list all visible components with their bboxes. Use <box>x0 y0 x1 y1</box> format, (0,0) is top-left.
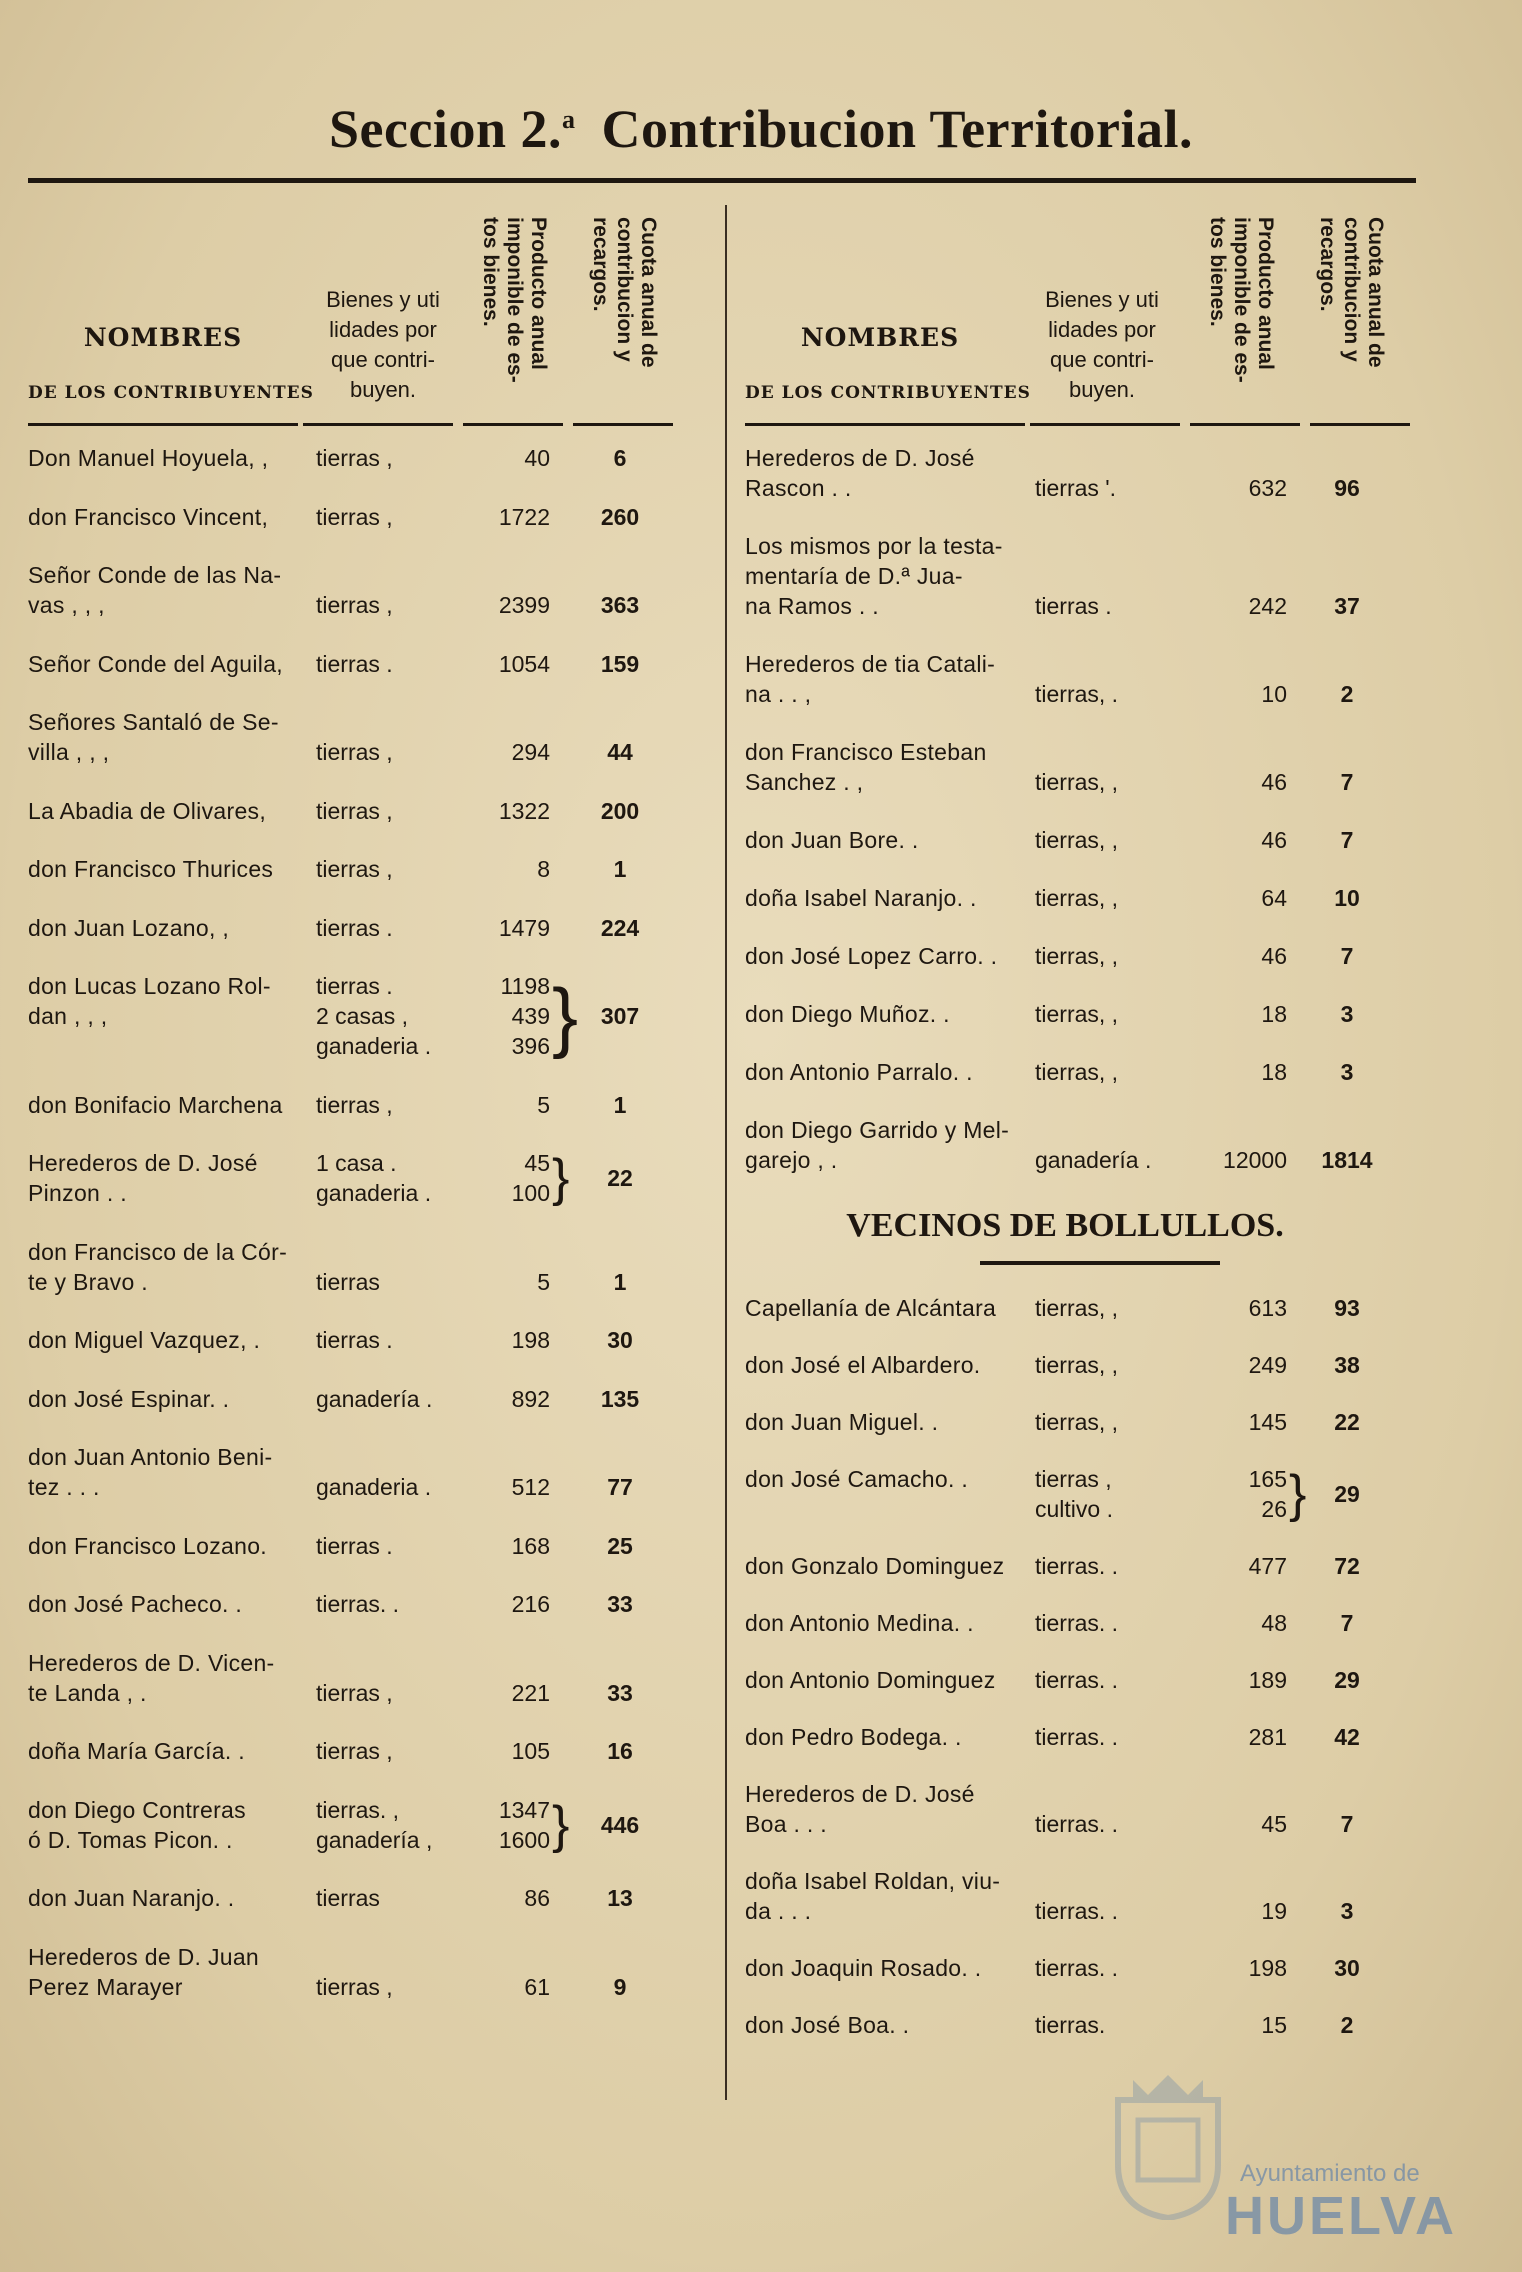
header-rule <box>745 423 1025 426</box>
header-nombres-sub: DE LOS CONTRIBUYENTES <box>28 383 314 403</box>
contributor-name: Herederos de D. José Rascon . . <box>745 445 975 501</box>
table-row <box>745 1551 1421 1581</box>
producto-cell: 1347 1600 <box>498 1796 550 1853</box>
header-rule <box>1310 423 1410 426</box>
bienes-cell: tierras . <box>316 1532 393 1559</box>
contributor-name: don Francisco Thurices <box>28 856 274 882</box>
bienes-cell: tierras , <box>316 797 393 824</box>
table-row <box>28 1090 698 1120</box>
contributor-name: don Francisco Vincent, <box>28 503 269 530</box>
producto-cell: 5 <box>537 1268 550 1295</box>
left-header <box>28 205 698 420</box>
producto-cell: 105 <box>511 1738 550 1764</box>
table-row <box>28 854 698 884</box>
header-bienes: Bienes y uti lidades por que contri- buyen. <box>1045 287 1159 402</box>
contributor-name: Don Manuel Hoyuela, , <box>28 445 269 471</box>
table-row <box>745 1665 1421 1695</box>
bienes-cell: tierras. . <box>1035 1898 1119 1924</box>
contributor-name: don Bonifacio Marchena <box>28 1091 283 1118</box>
table-row <box>745 1779 1421 1839</box>
bienes-cell: tierras . <box>316 650 393 677</box>
table-row <box>28 971 698 1061</box>
contributor-name: don Antonio Dominguez <box>745 1667 996 1693</box>
cuota-cell: 3 <box>1340 1059 1354 1085</box>
table-row <box>745 649 1421 709</box>
cuota-cell: 7 <box>1340 943 1354 969</box>
contributor-name: Señor Conde del Aguila, <box>28 650 283 677</box>
producto-cell: 5 <box>537 1091 550 1118</box>
bienes-cell: tierras <box>316 1268 380 1295</box>
brace-icon: } <box>552 1149 570 1207</box>
bienes-cell: tierras , <box>316 1738 393 1764</box>
contributor-name: Señor Conde de las Na- vas , , , <box>28 562 282 618</box>
bienes-cell: tierras. . <box>1035 1811 1119 1837</box>
table-row <box>745 999 1421 1029</box>
bienes-cell: tierras, . <box>1035 681 1119 707</box>
bienes-cell: tierras, , <box>1035 1001 1119 1027</box>
producto-cell: 632 <box>1248 475 1287 501</box>
header-nombres: NOMBRES <box>800 323 960 352</box>
bienes-cell: tierras, , <box>1035 769 1119 795</box>
contributor-name: don José Camacho. . <box>745 1466 969 1492</box>
huelva-seal-icon <box>1108 2070 1228 2220</box>
producto-cell: 168 <box>511 1532 550 1559</box>
bienes-cell: ganaderia . <box>316 1474 432 1500</box>
table-row <box>28 1325 698 1355</box>
bienes-cell: tierras, , <box>1035 885 1119 911</box>
producto-cell: 892 <box>511 1385 550 1412</box>
bienes-cell: tierras. . <box>316 1591 400 1617</box>
cuota-cell: 1 <box>613 1268 627 1295</box>
table-row <box>28 1442 698 1502</box>
right-header <box>745 205 1421 420</box>
contributor-name: don José Boa. . <box>745 2012 910 2038</box>
producto-cell: 8 <box>537 856 550 882</box>
cuota-cell: 3 <box>1340 1001 1354 1027</box>
producto-cell: 61 <box>524 1973 550 2000</box>
table-row <box>745 737 1421 797</box>
cuota-cell: 33 <box>607 1591 633 1617</box>
table-row <box>745 1953 1421 1983</box>
contributor-name: don Antonio Parralo. . <box>745 1059 973 1085</box>
table-row <box>745 1866 1421 1926</box>
producto-cell: 1722 <box>498 503 550 530</box>
header-cuota: Cuota anual de contribucion y recargos. <box>1316 217 1387 368</box>
bienes-cell: tierras, , <box>1035 1059 1119 1085</box>
contributor-name: Herederos de D. José Boa . . . <box>745 1781 975 1837</box>
producto-cell: 294 <box>511 739 550 765</box>
table-row <box>28 1148 698 1208</box>
bienes-cell: ganadería . <box>316 1385 433 1412</box>
contributor-name: don Lucas Lozano Rol- dan , , , <box>28 973 271 1029</box>
bienes-cell: 1 casa . ganaderia . <box>316 1150 432 1206</box>
cuota-cell: 135 <box>600 1385 640 1412</box>
cuota-cell: 307 <box>600 1003 640 1029</box>
header-rule <box>28 423 298 426</box>
table-row <box>745 1722 1421 1752</box>
table-row <box>745 2010 1421 2040</box>
bienes-cell: tierras . <box>1035 593 1112 619</box>
table-row <box>28 796 698 826</box>
contributor-name: don Diego Garrido y Mel- garejo , . <box>745 1117 1010 1173</box>
cuota-cell: 1 <box>613 1091 627 1118</box>
cuota-cell: 30 <box>1334 1955 1360 1981</box>
bienes-cell: tierras. , ganadería , <box>316 1796 433 1853</box>
left-column <box>28 205 698 2000</box>
producto-cell: 15 <box>1261 2012 1287 2038</box>
cuota-cell: 38 <box>1334 1352 1360 1378</box>
cuota-cell: 44 <box>607 739 633 765</box>
table-row <box>28 1883 698 1913</box>
brace-icon: } <box>552 972 579 1060</box>
cuota-cell: 363 <box>600 592 640 618</box>
brace-icon: } <box>1289 1465 1307 1523</box>
bienes-cell: tierras , <box>316 856 393 882</box>
title-rule <box>28 178 1416 183</box>
bienes-cell: tierras , <box>316 1679 393 1706</box>
cuota-cell: 7 <box>1340 827 1354 853</box>
bienes-cell: tierras , <box>316 503 393 530</box>
table-row <box>28 1942 698 2002</box>
producto-cell: 10 <box>1261 681 1287 707</box>
producto-cell: 198 <box>511 1327 550 1353</box>
table-row <box>745 1350 1421 1380</box>
contributor-name: don Miguel Vazquez, . <box>28 1327 261 1353</box>
header-cuota: Cuota anual de contribucion y recargos. <box>589 217 660 368</box>
contributor-name: Los mismos por la testa- mentaría de D.ª Jua- na Ramos . . <box>745 533 1003 619</box>
producto-cell: 242 <box>1248 593 1287 619</box>
contributor-name: don Francisco de la Cór- te y Bravo . <box>28 1238 288 1295</box>
contributor-name: Herederos de tia Catali- na . . , <box>745 651 996 707</box>
producto-cell: 281 <box>1248 1724 1287 1750</box>
contributor-name: don Joaquin Rosado. . <box>745 1955 982 1981</box>
bienes-cell: tierras. . <box>1035 1724 1119 1750</box>
contributor-name: doña María García. . <box>28 1738 245 1764</box>
bienes-cell: tierras. . <box>1035 1610 1119 1636</box>
cuota-cell: 25 <box>607 1532 633 1559</box>
cuota-cell: 3 <box>1340 1898 1354 1924</box>
producto-cell: 249 <box>1248 1352 1287 1378</box>
contributor-name: don Diego Muñoz. . <box>745 1001 950 1027</box>
producto-cell: 1322 <box>498 797 550 824</box>
title-main: Seccion 2. <box>329 99 562 159</box>
producto-cell: 165 26 <box>1248 1466 1287 1522</box>
bienes-cell: tierras. . <box>1035 1955 1119 1981</box>
header-nombres-sub: DE LOS CONTRIBUYENTES <box>745 383 1031 403</box>
cuota-cell: 77 <box>607 1474 633 1500</box>
contributor-name: don Juan Lozano, , <box>28 914 230 941</box>
header-rule <box>463 423 563 426</box>
table-row <box>28 1795 698 1855</box>
contributor-name: don Gonzalo Dominguez <box>745 1553 1005 1579</box>
contributor-name: don José Espinar. . <box>28 1385 230 1412</box>
table-row <box>745 883 1421 913</box>
table-row <box>745 1057 1421 1087</box>
bienes-cell: tierras. . <box>1035 1553 1119 1579</box>
contributor-name: don Juan Bore. . <box>745 827 919 853</box>
producto-cell: 48 <box>1261 1610 1287 1636</box>
contributor-name: don Juan Naranjo. . <box>28 1885 235 1911</box>
contributor-name: don Francisco Esteban Sanchez . , <box>745 739 987 795</box>
cuota-cell: 200 <box>600 797 640 824</box>
watermark-line1: Ayuntamiento de <box>1240 2160 1420 2187</box>
contributor-name: don José Lopez Carro. . <box>745 943 998 969</box>
producto-cell: 512 <box>511 1474 550 1500</box>
table-row <box>745 1407 1421 1437</box>
contributor-name: don Pedro Bodega. . <box>745 1724 962 1750</box>
table-row <box>28 443 698 473</box>
cuota-cell: 29 <box>1334 1481 1360 1507</box>
cuota-cell: 16 <box>607 1738 633 1764</box>
cuota-cell: 72 <box>1334 1553 1360 1579</box>
vecinos-rule <box>980 1261 1220 1265</box>
vecinos-heading: VECINOS DE BOLLULLOS. <box>846 1207 1284 1244</box>
bienes-cell: tierras , <box>316 739 393 765</box>
table-row <box>745 1608 1421 1638</box>
header-rule <box>573 423 673 426</box>
contributor-name: don Juan Miguel. . <box>745 1409 939 1435</box>
producto-cell: 45 100 <box>511 1150 550 1206</box>
bienes-cell: tierras . <box>316 914 393 941</box>
header-rule <box>303 423 453 426</box>
contributor-name: Señores Santaló de Se- villa , , , <box>28 709 279 765</box>
cuota-cell: 37 <box>1334 593 1360 619</box>
contributor-name: Herederos de D. José Pinzon . . <box>28 1150 258 1206</box>
table-row <box>745 1293 1421 1323</box>
header-bienes: Bienes y uti lidades por que contri- buyen. <box>326 287 440 402</box>
producto-cell: 189 <box>1248 1667 1287 1693</box>
table-row <box>745 941 1421 971</box>
bienes-cell: tierras , <box>316 1091 393 1118</box>
cuota-cell: 22 <box>607 1165 633 1191</box>
contributor-name: La Abadia de Olivares, <box>28 797 267 824</box>
producto-cell: 221 <box>511 1679 550 1706</box>
contributor-name: don Francisco Lozano. <box>28 1532 267 1559</box>
cuota-cell: 33 <box>607 1679 633 1706</box>
brace-icon: } <box>552 1795 570 1854</box>
table-row <box>28 1237 698 1297</box>
table-row <box>28 1648 698 1708</box>
producto-cell: 45 <box>1261 1811 1287 1837</box>
bienes-cell: tierras , <box>316 1973 393 2000</box>
contributor-name: don Juan Antonio Beni- tez . . . <box>28 1444 273 1500</box>
cuota-cell: 30 <box>607 1327 633 1353</box>
table-row <box>745 1464 1421 1524</box>
cuota-cell: 2 <box>1340 681 1354 707</box>
cuota-cell: 7 <box>1340 769 1354 795</box>
contributor-name: Herederos de D. Juan Perez Marayer <box>28 1943 260 2000</box>
producto-cell: 12000 <box>1223 1147 1287 1173</box>
table-row <box>745 825 1421 855</box>
contributor-name: don José el Albardero. <box>745 1352 981 1378</box>
cuota-cell: 93 <box>1334 1295 1360 1321</box>
cuota-cell: 224 <box>600 914 640 941</box>
producto-cell: 145 <box>1248 1409 1287 1435</box>
cuota-cell: 22 <box>1334 1409 1360 1435</box>
producto-cell: 18 <box>1261 1059 1287 1085</box>
table-row <box>28 1736 698 1766</box>
cuota-cell: 96 <box>1334 475 1360 501</box>
producto-cell: 40 <box>524 445 550 471</box>
contributor-name: Herederos de D. Vicen- te Landa , . <box>28 1649 275 1706</box>
producto-cell: 19 <box>1261 1898 1287 1924</box>
producto-cell: 477 <box>1248 1553 1287 1579</box>
page-title <box>0 98 1522 160</box>
producto-cell: 1198 439 396 <box>500 973 550 1059</box>
producto-cell: 198 <box>1248 1955 1287 1981</box>
table-row <box>745 443 1421 503</box>
cuota-cell: 7 <box>1340 1811 1354 1837</box>
producto-cell: 46 <box>1261 769 1287 795</box>
producto-cell: 613 <box>1248 1295 1287 1321</box>
cuota-cell: 446 <box>600 1811 640 1838</box>
title-sup: a <box>561 105 576 134</box>
bienes-cell: tierras, , <box>1035 1352 1119 1378</box>
table-row <box>28 707 698 767</box>
producto-cell: 2399 <box>498 592 550 618</box>
cuota-cell: 10 <box>1334 885 1360 911</box>
table-row <box>28 1384 698 1414</box>
contributor-name: Capellanía de Alcántara <box>745 1295 997 1321</box>
table-row <box>28 1589 698 1619</box>
contributor-name: don Antonio Medina. . <box>745 1610 974 1636</box>
table-row <box>28 560 698 620</box>
table-row <box>28 502 698 532</box>
contributor-name: doña Isabel Roldan, viu- da . . . <box>745 1868 1001 1924</box>
header-producto: Producto anual imponible de es- tos bienes. <box>479 217 550 383</box>
cuota-cell: 42 <box>1334 1724 1360 1750</box>
contributor-name: don José Pacheco. . <box>28 1591 243 1617</box>
contributor-name: don Diego Contreras ó D. Tomas Picon. . <box>28 1796 246 1853</box>
bienes-cell: tierras, , <box>1035 943 1119 969</box>
bienes-cell: tierras , <box>316 445 393 471</box>
bienes-cell: tierras, , <box>1035 827 1119 853</box>
header-rule <box>1030 423 1180 426</box>
right-column <box>745 205 1421 2038</box>
header-producto: Producto anual imponible de es- tos bienes. <box>1206 217 1277 383</box>
bienes-cell: tierras. . <box>1035 1667 1119 1693</box>
bienes-cell: ganadería . <box>1035 1147 1152 1173</box>
contributor-name: doña Isabel Naranjo. . <box>745 885 977 911</box>
producto-cell: 1479 <box>498 914 550 941</box>
producto-cell: 46 <box>1261 943 1287 969</box>
cuota-cell: 29 <box>1334 1667 1360 1693</box>
producto-cell: 1054 <box>498 650 550 677</box>
cuota-cell: 7 <box>1340 1610 1354 1636</box>
producto-cell: 216 <box>511 1591 550 1617</box>
table-row <box>28 1531 698 1561</box>
producto-cell: 86 <box>524 1885 550 1911</box>
cuota-cell: 1 <box>613 856 627 882</box>
producto-cell: 18 <box>1261 1001 1287 1027</box>
bienes-cell: tierras , cultivo . <box>1035 1466 1113 1522</box>
bienes-cell: tierras , <box>316 592 393 618</box>
bienes-cell: tierras, , <box>1035 1295 1119 1321</box>
table-row <box>745 1115 1421 1175</box>
table-row <box>28 913 698 943</box>
column-divider <box>725 205 727 2100</box>
header-rule <box>1190 423 1300 426</box>
watermark-line2: HUELVA <box>1225 2186 1457 2246</box>
title-rest: Contribucion Territorial. <box>601 99 1193 159</box>
table-row <box>28 649 698 679</box>
bienes-cell: tierras '. <box>1035 475 1117 501</box>
cuota-cell: 260 <box>600 503 640 530</box>
bienes-cell: tierras. <box>1035 2012 1106 2038</box>
cuota-cell: 1814 <box>1321 1147 1373 1173</box>
bienes-cell: tierras . <box>316 1327 393 1353</box>
bienes-cell: tierras . 2 casas , ganaderia . <box>316 973 432 1059</box>
cuota-cell: 9 <box>613 1973 627 2000</box>
header-nombres: NOMBRES <box>83 323 243 352</box>
bienes-cell: tierras, , <box>1035 1409 1119 1435</box>
cuota-cell: 159 <box>600 650 640 677</box>
table-row <box>745 531 1421 621</box>
producto-cell: 64 <box>1261 885 1287 911</box>
cuota-cell: 13 <box>607 1885 633 1911</box>
bienes-cell: tierras <box>316 1885 380 1911</box>
producto-cell: 46 <box>1261 827 1287 853</box>
cuota-cell: 2 <box>1340 2012 1354 2038</box>
cuota-cell: 6 <box>613 445 627 471</box>
